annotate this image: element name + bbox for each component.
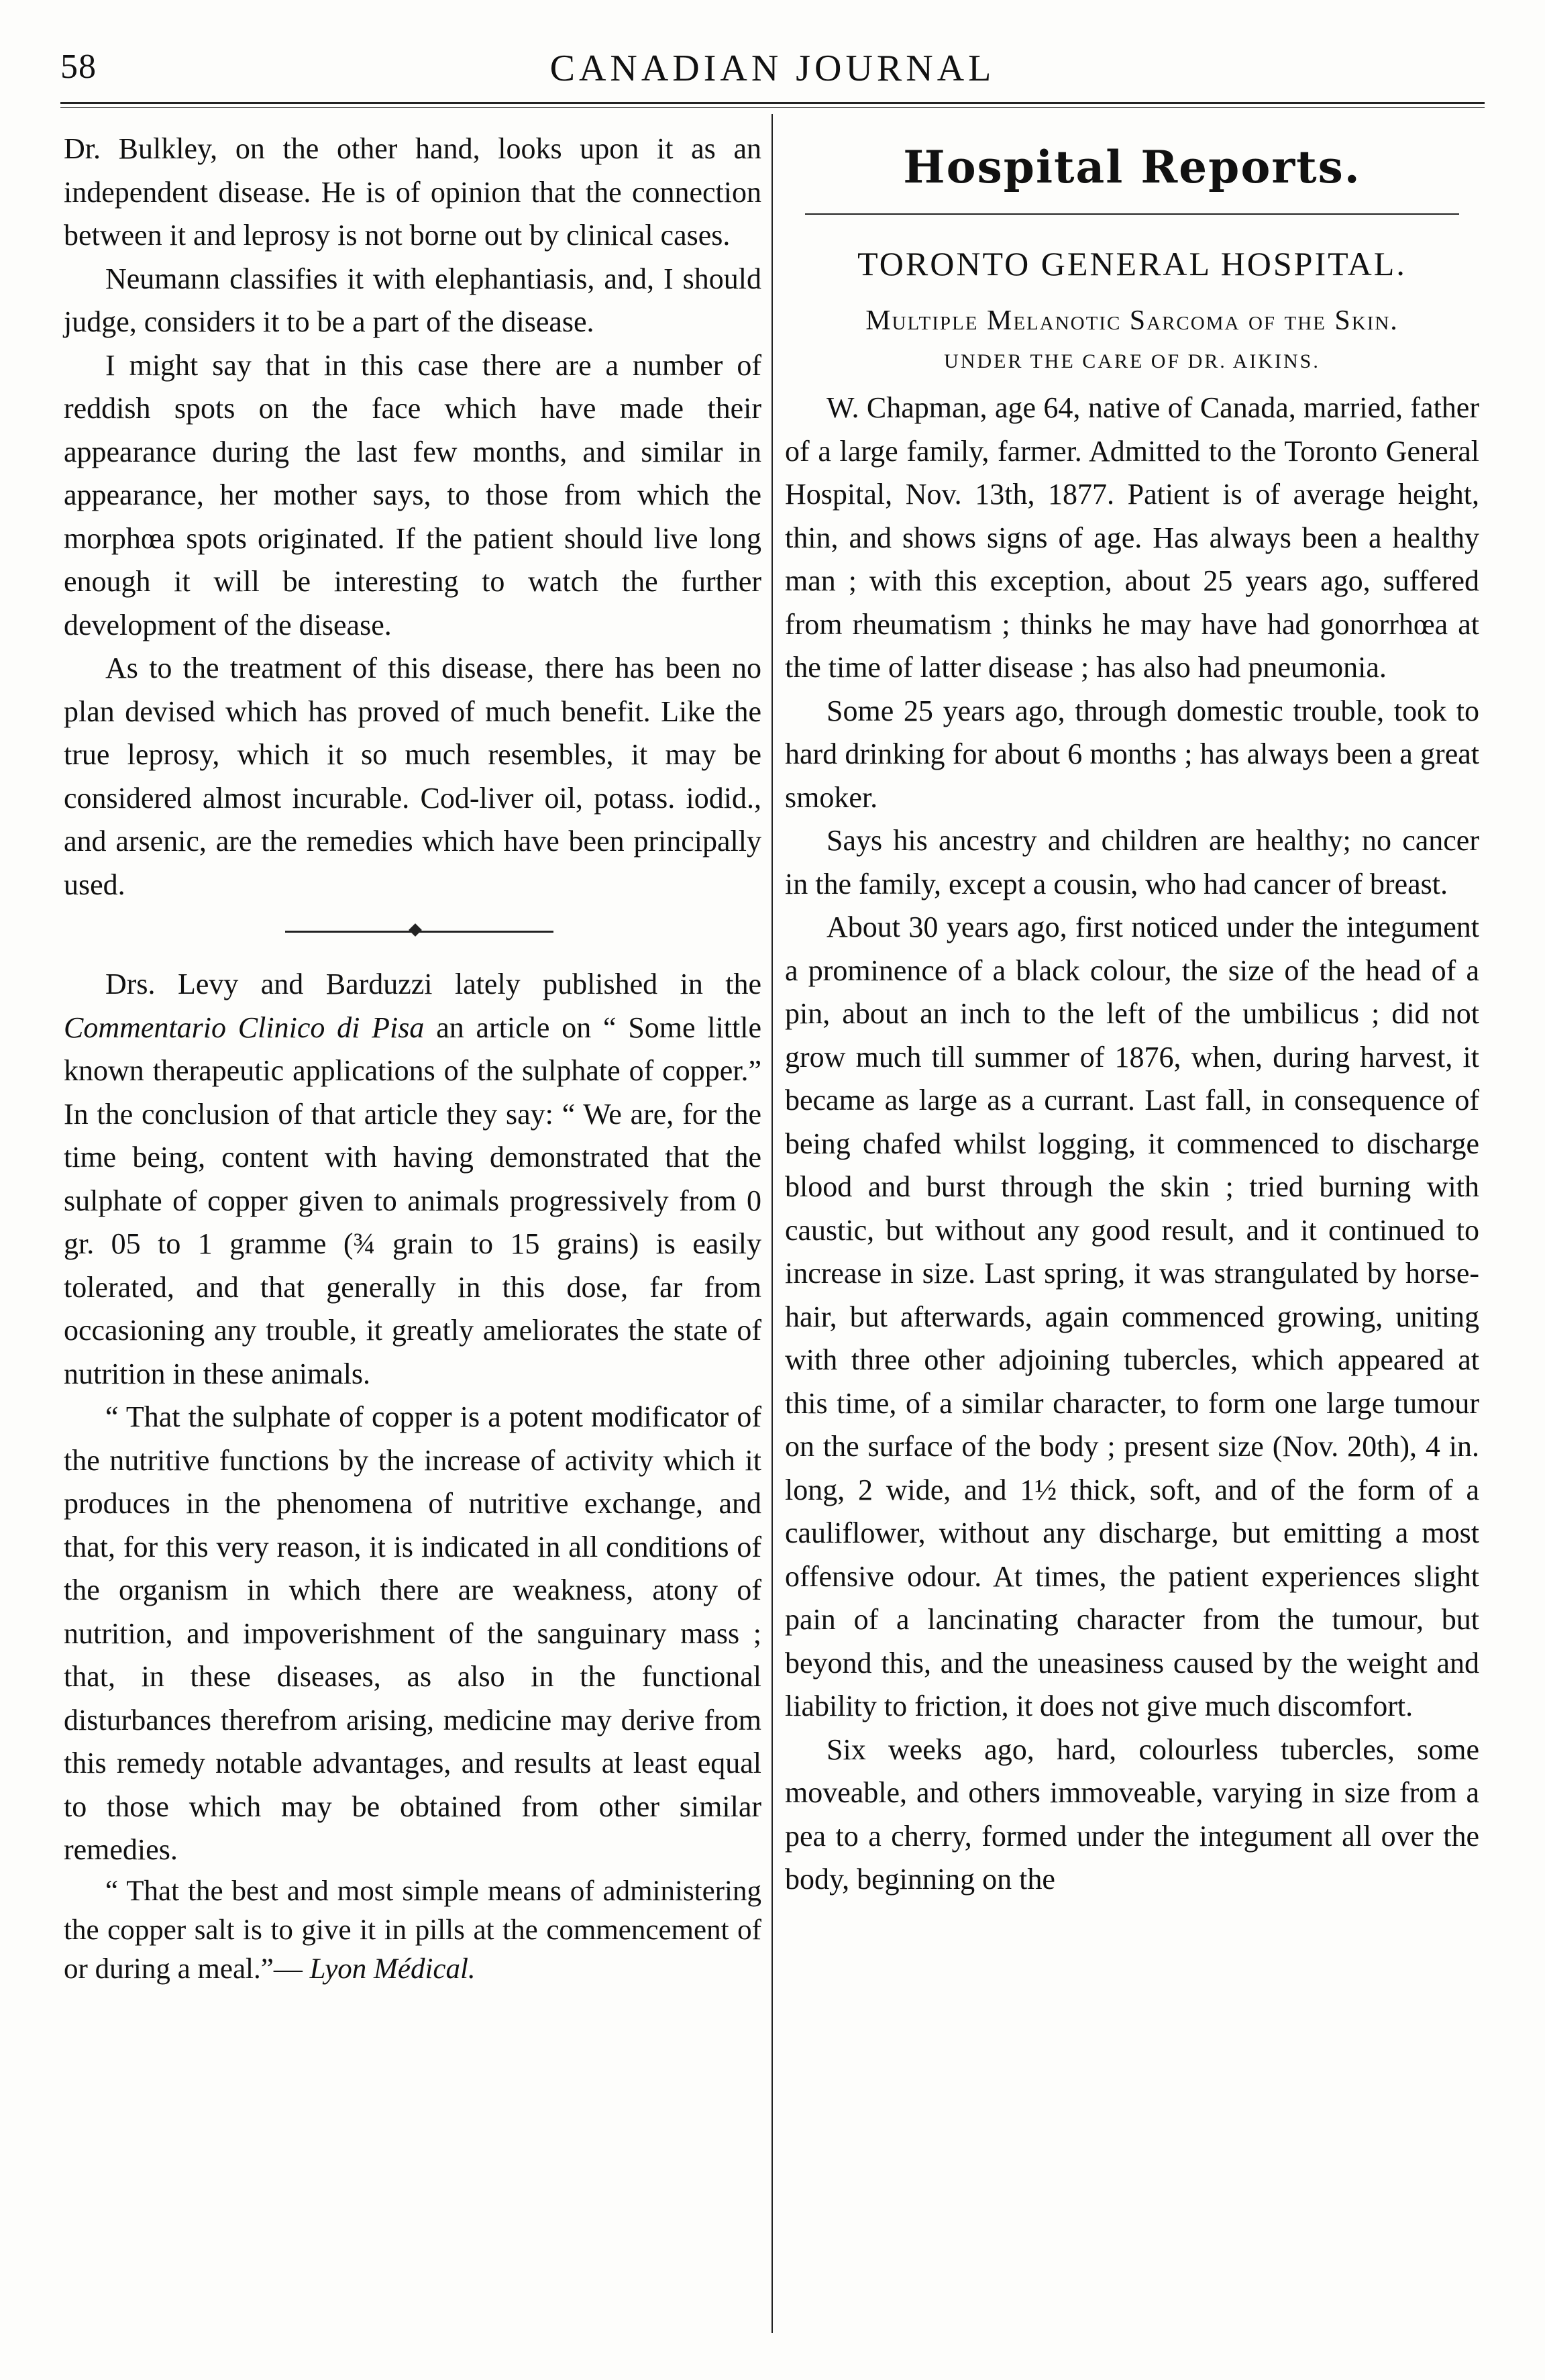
header-rule-thin — [60, 107, 1485, 108]
paragraph-tubercles: Six weeks ago, hard, colourless tubercles, some moveable, and others immoveable, varying in size from a pea to a cherry, formed under the integument all over the body, beginning on the — [785, 1732, 1479, 1896]
left-column — [64, 127, 761, 1989]
running-head — [60, 47, 1485, 94]
section-rule — [805, 213, 1459, 215]
header-rule — [60, 102, 1485, 104]
paragraph-patient-history: W. Chapman, age 64, native of Canada, married, father of a large family, farmer. Admitted to the Toronto General Hospital, Nov. 13th, 1877. Patient is of average height, thin, and shows signs of age. Has always been a healthy man ; with this exception, about 25 years ago, suffered from rheumatism ; thinks he may have had gonorrhœa at the time of latter disease ; has also had pneumonia. — [785, 391, 1479, 684]
journal-title: CANADIAN JOURNAL — [549, 48, 996, 89]
right-column — [785, 127, 1479, 1902]
paragraph-tumour-history: About 30 years ago, first noticed under the integument a prominence of a black colour, the size of the head of a pin, about an inch to the left of the umbilicus ; did not grow much till summer of 1876, when, during harvest, it became as large as a currant. Last fall, in consequence of being chafed whilst logging, it commenced to discharge blood and burst through the skin ; tried burning with caustic, but without any good result, and it continued to increase in size. Last spring, it was strangulated by horse-hair, but afterwards, again commenced growing, uniting with three other adjoining tubercles, which appeared at this time, of a similar character, to form one large tumour on the surface of the body ; present size (Nov. 20th), 4 in. long, 2 wide, and 1½ thick, soft, and of the form of a cauliflower, without any discharge, but emitting a most offensive odour. At times, the patient experiences slight pain of a lancinating character from the tumour, but beyond this, and the uneasiness caused by the weight and liability to friction, it does not give much discomfort. — [785, 911, 1479, 1722]
page-number: 58 — [60, 48, 97, 86]
copper-quote-3-text: “ That the best and most simple means of administering the copper salt is to give it in pills at the commencement of or during a meal.”— — [64, 1875, 761, 1985]
section-ornament — [64, 911, 761, 953]
copper-rest-text: an article on “ Some little known therapeutic applications of the sulphate of copper.” In the conclusion of that article they say: “ We are, for the time being, content with having demonstrated that the sulphate of copper given to animals progressively from 0 gr. 05 to 1 gramme (¾ grain to 15 grains) is easily tolerated, and that generally in this dose, far from occasioning any trouble, it greatly ameliorates the state of nutrition in these animals. — [64, 1011, 762, 1390]
paragraph-treatment: As to the treatment of this disease, there has been no plan devised which has proved of much benefit. Like the true leprosy, which it so much resembles, it may be considered almost incurable. Cod-liver oil, potass. iodid., and arsenic, are the remedies which have been principally used. — [64, 652, 761, 901]
journal-citation: Commentario Clinico di Pisa — [64, 1011, 425, 1044]
case-title: Multiple Melanotic Sarcoma of the Skin. — [865, 305, 1399, 336]
section-title: Hospital Reports. — [903, 141, 1361, 193]
copper-intro-text: Drs. Levy and Barduzzi lately published in the — [105, 968, 761, 1000]
hospital-name: TORONTO GENERAL HOSPITAL. — [857, 245, 1407, 282]
column-divider — [771, 114, 773, 2333]
paragraph-drinking: Some 25 years ago, through domestic trouble, took to hard drinking for about 6 months ; has always been a great smoker. — [785, 694, 1479, 814]
under-care-line: UNDER THE CARE OF DR. AIKINS. — [944, 350, 1320, 372]
paragraph-neumann: Neumann classifies it with elephantiasis, and, I should judge, considers it to be a part of the disease. — [64, 262, 761, 338]
paragraph-copper-quote-2: “ That the sulphate of copper is a potent modificator of the nutritive functions by the increase of activity which it produces in the phenomena of nutritive exchange, and that, for this very reason, it is indicated in all conditions of the organism in which there are weakness, atony of nutrition, and impoverishment of the sanguinary mass ; that, in these diseases, as also in the functional disturbances therefrom arising, medicine may derive from this remedy notable advantages, and results at least equal to those which may be obtained from other similar remedies. — [64, 1400, 761, 1866]
paragraph-ancestry: Says his ancestry and children are healthy; no cancer in the family, except a cousin, who had cancer of breast. — [785, 824, 1479, 900]
paragraph-copper-intro — [64, 963, 761, 1396]
ornament-diamond — [409, 923, 422, 937]
source-citation: Lyon Médical. — [309, 1953, 476, 1985]
paragraph-bulkley: Dr. Bulkley, on the other hand, looks upon it as an independent disease. He is of opinion that the connection between it and leprosy is not borne out by clinical cases. — [64, 132, 761, 252]
paragraph-copper-quote-3 — [64, 1872, 761, 1989]
paragraph-reddish-spots: I might say that in this case there are a number of reddish spots on the face which have made their appearance during the last few months, and similar in appearance, her mother says, to those from which the morphœa spots originated. If the patient should live long enough it will be interesting to watch the further development of the disease. — [64, 348, 761, 641]
